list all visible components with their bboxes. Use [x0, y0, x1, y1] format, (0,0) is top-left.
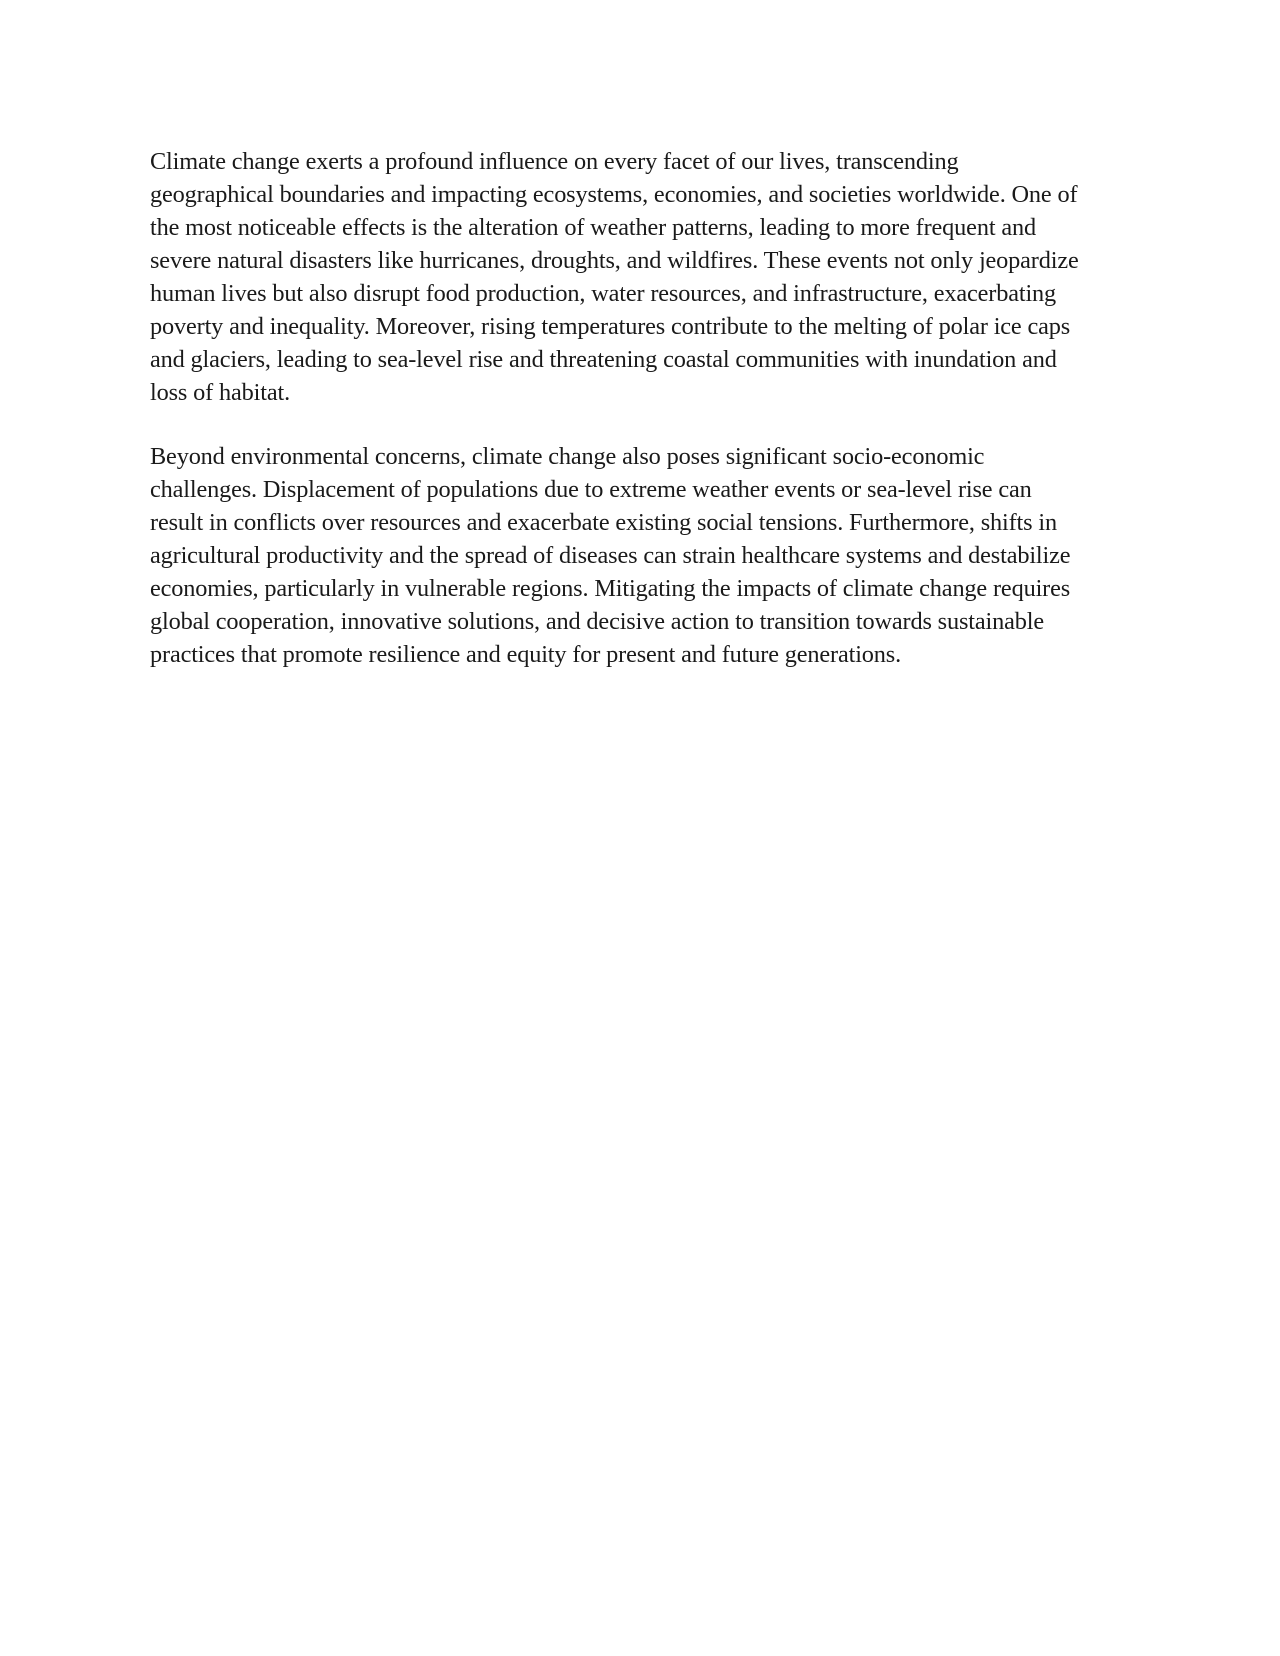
- text-line: the most noticeable effects is the alteration of weather patterns, leading to more frequent and: [150, 214, 1036, 241]
- text-line: severe natural disasters like hurricanes, droughts, and wildfires. These events not only jeopardize: [150, 247, 1079, 274]
- text-line: global cooperation, innovative solutions, and decisive action to transition towards sustainable: [150, 608, 1044, 635]
- text-line: geographical boundaries and impacting ecosystems, economies, and societies worldwide. One of: [150, 181, 1078, 208]
- document-body: [150, 145, 1140, 702]
- text-line: and glaciers, leading to sea-level rise and threatening coastal communities with inundation and: [150, 346, 1057, 373]
- text-line: economies, particularly in vulnerable regions. Mitigating the impacts of climate change requires: [150, 575, 1071, 602]
- paragraph-2: [150, 440, 1140, 671]
- text-line: Climate change exerts a profound influence on every facet of our lives, transcending: [150, 148, 959, 175]
- text-line: poverty and inequality. Moreover, rising temperatures contribute to the melting of polar ice caps: [150, 313, 1071, 340]
- text-line: Beyond environmental concerns, climate change also poses significant socio-economic: [150, 443, 985, 470]
- text-line: practices that promote resilience and equity for present and future generations.: [150, 641, 902, 668]
- paragraph-1: [150, 145, 1140, 409]
- text-line: challenges. Displacement of populations due to extreme weather events or sea-level rise can: [150, 476, 1032, 503]
- text-line: human lives but also disrupt food production, water resources, and infrastructure, exacerbating: [150, 280, 1057, 307]
- text-line: loss of habitat.: [150, 379, 290, 406]
- text-line: agricultural productivity and the spread of diseases can strain healthcare systems and destabilize: [150, 542, 1071, 569]
- text-line: result in conflicts over resources and exacerbate existing social tensions. Furthermore, shifts in: [150, 509, 1057, 536]
